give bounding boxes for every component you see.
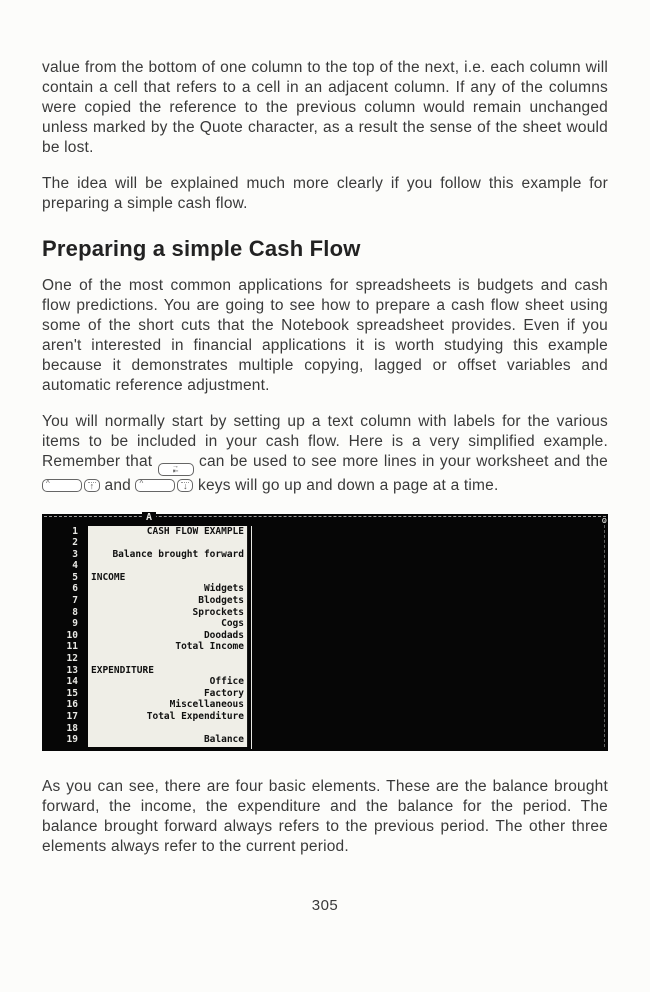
modifier-key-icon — [135, 479, 175, 492]
sheet-row: Sprockets — [192, 606, 244, 618]
sheet-row: Balance — [203, 734, 244, 746]
shift-down-key-combo — [135, 479, 193, 492]
sheet-row: CASH FLOW EXAMPLE — [146, 525, 244, 537]
paragraph-idea-intro: The idea will be explained much more clearly if you follow this example for preparing a simple cash flow. — [42, 175, 608, 212]
row-number: 6 — [72, 583, 78, 595]
sheet-row: Balance brought forward — [112, 548, 244, 560]
tab-right-arrow-icon: → — [172, 463, 180, 470]
tab-left-arrow-icon: ⇤ — [172, 468, 179, 475]
paragraph-segment: You will normally start by setting up a text column with labels for the various items to be included in your cash flow. Here is a very simplified example. Remember that — [42, 413, 608, 470]
screen-right-border — [604, 520, 605, 747]
row-number: 17 — [66, 711, 78, 722]
screen-top-border — [44, 516, 606, 517]
row-numbers — [52, 526, 78, 746]
sheet-row: Doodads — [203, 629, 244, 641]
sheet-row: Widgets — [203, 583, 244, 595]
row-number: 10 — [66, 629, 78, 641]
paragraph-segment: keys will go up and down a page at a time. — [193, 476, 499, 494]
row-number: 2 — [72, 537, 78, 549]
row-number: 5 — [72, 571, 78, 583]
sheet-row — [88, 560, 247, 572]
shift-up-key-combo — [42, 479, 100, 492]
paragraph-setup-text-column — [42, 412, 608, 496]
row-number: 14 — [66, 676, 78, 688]
sheet-row: Factory — [203, 687, 244, 699]
sheet-row: Total Expenditure — [146, 711, 244, 722]
paragraph-four-elements: As you can see, there are four basic elements. These are the balance brought forward, the income, the expenditure and the balance for the period. The balance brought forward always refers to the previous period. The other three elements always refer to the current period. — [42, 777, 608, 855]
row-number: 18 — [66, 722, 78, 734]
paragraph-segment: and — [100, 476, 136, 494]
down-arrow-key-icon: ↓ — [177, 479, 193, 492]
spreadsheet-screenshot — [42, 511, 608, 751]
sheet-row: Blodgets — [198, 595, 244, 607]
row-number: 16 — [66, 699, 78, 711]
sheet-row — [88, 537, 247, 549]
row-number: 11 — [66, 641, 78, 653]
column-a-header: A — [142, 512, 156, 524]
up-arrow-key-icon: ↑ — [84, 479, 100, 492]
sheet-column-a — [88, 526, 248, 747]
page-number: 305 — [311, 896, 339, 914]
sheet-row: EXPENDITURE — [91, 664, 154, 676]
column-separator-line — [251, 526, 252, 749]
caret-glyph: ^ — [46, 478, 50, 488]
sheet-row: Miscellaneous — [169, 699, 244, 711]
tab-key-icon — [158, 463, 194, 476]
paragraph-common-applications: One of the most common applications for spreadsheets is budgets and cash flow predictions. You are going to see how to prepare a cash flow sheet using some of the short cuts that the Notebook spreadsheet provides. Even if you aren't interested in financial applications it is worth studying this example because it demonstrates multiple copying, lagged or offset variables and automatic reference adjustment. — [42, 277, 608, 394]
row-number: 12 — [66, 653, 78, 665]
page-title: Preparing a simple Cash Flow — [42, 236, 361, 261]
sheet-row — [88, 653, 247, 665]
row-number: 7 — [72, 595, 78, 607]
row-number: 9 — [72, 618, 78, 630]
sheet-row — [88, 723, 247, 735]
row-number: 19 — [66, 734, 78, 746]
sheet-row: Total Income — [175, 641, 244, 653]
sheet-row: Office — [209, 676, 244, 688]
paragraph-columns-explanation: value from the bottom of one column to the top of the next, i.e. each column will contain a cell that refers to a cell in an adjacent column. If any of the columns were copied the reference to the previous column would remain unchanged unless marked by the Quote character, as a result the sense of the sheet would be lost. — [42, 59, 608, 156]
sheet-row: INCOME — [91, 571, 126, 583]
row-number: 1 — [72, 525, 78, 537]
row-number: 13 — [66, 664, 78, 676]
paragraph-segment: can be used to see more lines in your worksheet and the — [193, 453, 608, 470]
caret-glyph: ^ — [139, 478, 144, 488]
row-number: 4 — [72, 560, 78, 572]
row-number: 15 — [66, 687, 78, 699]
modifier-key-icon — [42, 479, 82, 492]
row-number: 3 — [72, 548, 78, 560]
sheet-row: Cogs — [221, 618, 244, 630]
screen-corner-glyph: o — [601, 515, 607, 526]
row-number: 8 — [72, 606, 78, 618]
